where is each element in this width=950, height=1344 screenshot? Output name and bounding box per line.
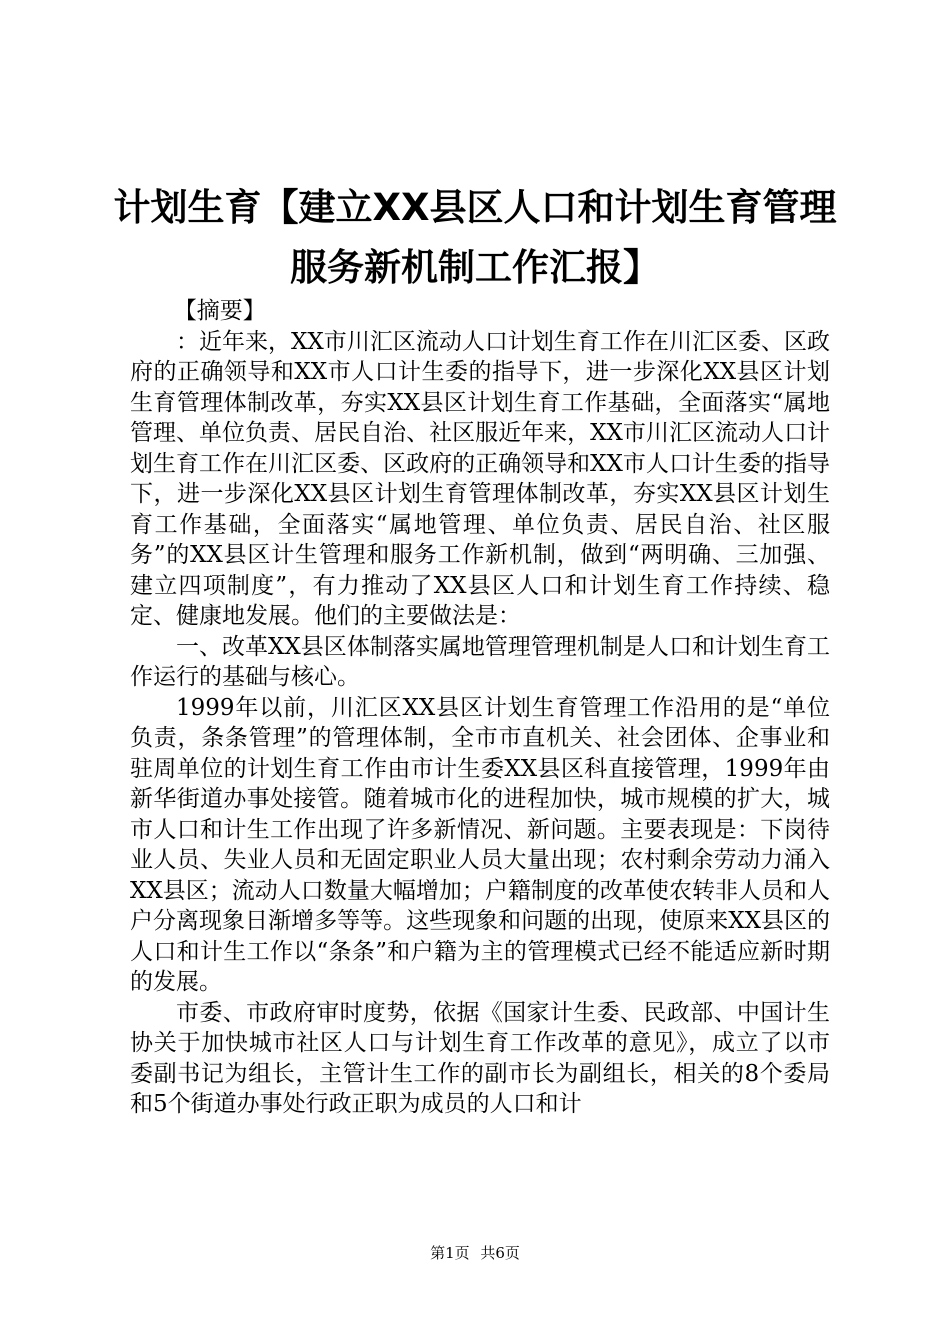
- paragraph: 市委、市政府审时度势，依据《国家计生委、民政部、中国计生协关于加快城市社区人口与计划生育工作改革的意见》，成立了以市委副书记为组长，主管计生工作的副市长为副组长，相关的8个委局和5个街道办事处行政正职为成员的人口和计: [130, 999, 830, 1117]
- paragraph: 1999年以前，川汇区XX县区计划生育管理工作沿用的是“单位负责，条条管理”的管理体制，全市市直机关、社会团体、企事业和驻周单位的计划生育工作由市计生委XX县区科直接管理，1999年由新华街道办事处接管。随着城市化的进程加快，城市规模的扩大，城市人口和计生工作出现了许多新情况、新问题。主要表现是：下岗待业人员、失业人员和无固定职业人员大量出现；农村剩余劳动力涌入XX县区；流动人口数量大幅增加；户籍制度的改革使农转非人员和人户分离现象日渐增多等等。这些现象和问题的出现，使原来XX县区的人口和计生工作以“条条”和户籍为主的管理模式已经不能适应新时期的发展。: [130, 694, 830, 995]
- document-body: [130, 296, 830, 1120]
- document-title: [100, 178, 850, 298]
- paragraph: 一、改革XX县区体制落实属地管理管理机制是人口和计划生育工作运行的基础与核心。: [130, 633, 830, 690]
- abstract-label: 【摘要】: [173, 298, 266, 324]
- page-total: 共6页: [480, 1244, 520, 1262]
- page-footer: [0, 1243, 950, 1263]
- paragraph: ：近年来，XX市川汇区流动人口计划生育工作在川汇区委、区政府的正确领导和XX市人口计生委的指导下，进一步深化XX县区计划生育管理体制改革，夯实XX县区计划生育工作基础，全面落实“属地管理、单位负责、居民自治、社区服近年来，XX市川汇区流动人口计划生育工作在川汇区委、区政府的正确领导和XX市人口计生委的指导下，进一步深化XX县区计划生育管理体制改革，夯实XX县区计划生育工作基础，全面落实“属地管理、单位负责、居民自治、社区服务”的XX县区计生管理和服务工作新机制，做到“两明确、三加强、建立四项制度”，有力推动了XX县区人口和计划生育工作持续、稳定、健康地发展。他们的主要做法是：: [130, 328, 830, 629]
- page-number: 第1页: [430, 1244, 470, 1262]
- title-line-1: 计划生育【建立XX县区人口和计划生育管理: [113, 186, 837, 229]
- title-line-2: 服务新机制工作汇报】: [290, 246, 660, 289]
